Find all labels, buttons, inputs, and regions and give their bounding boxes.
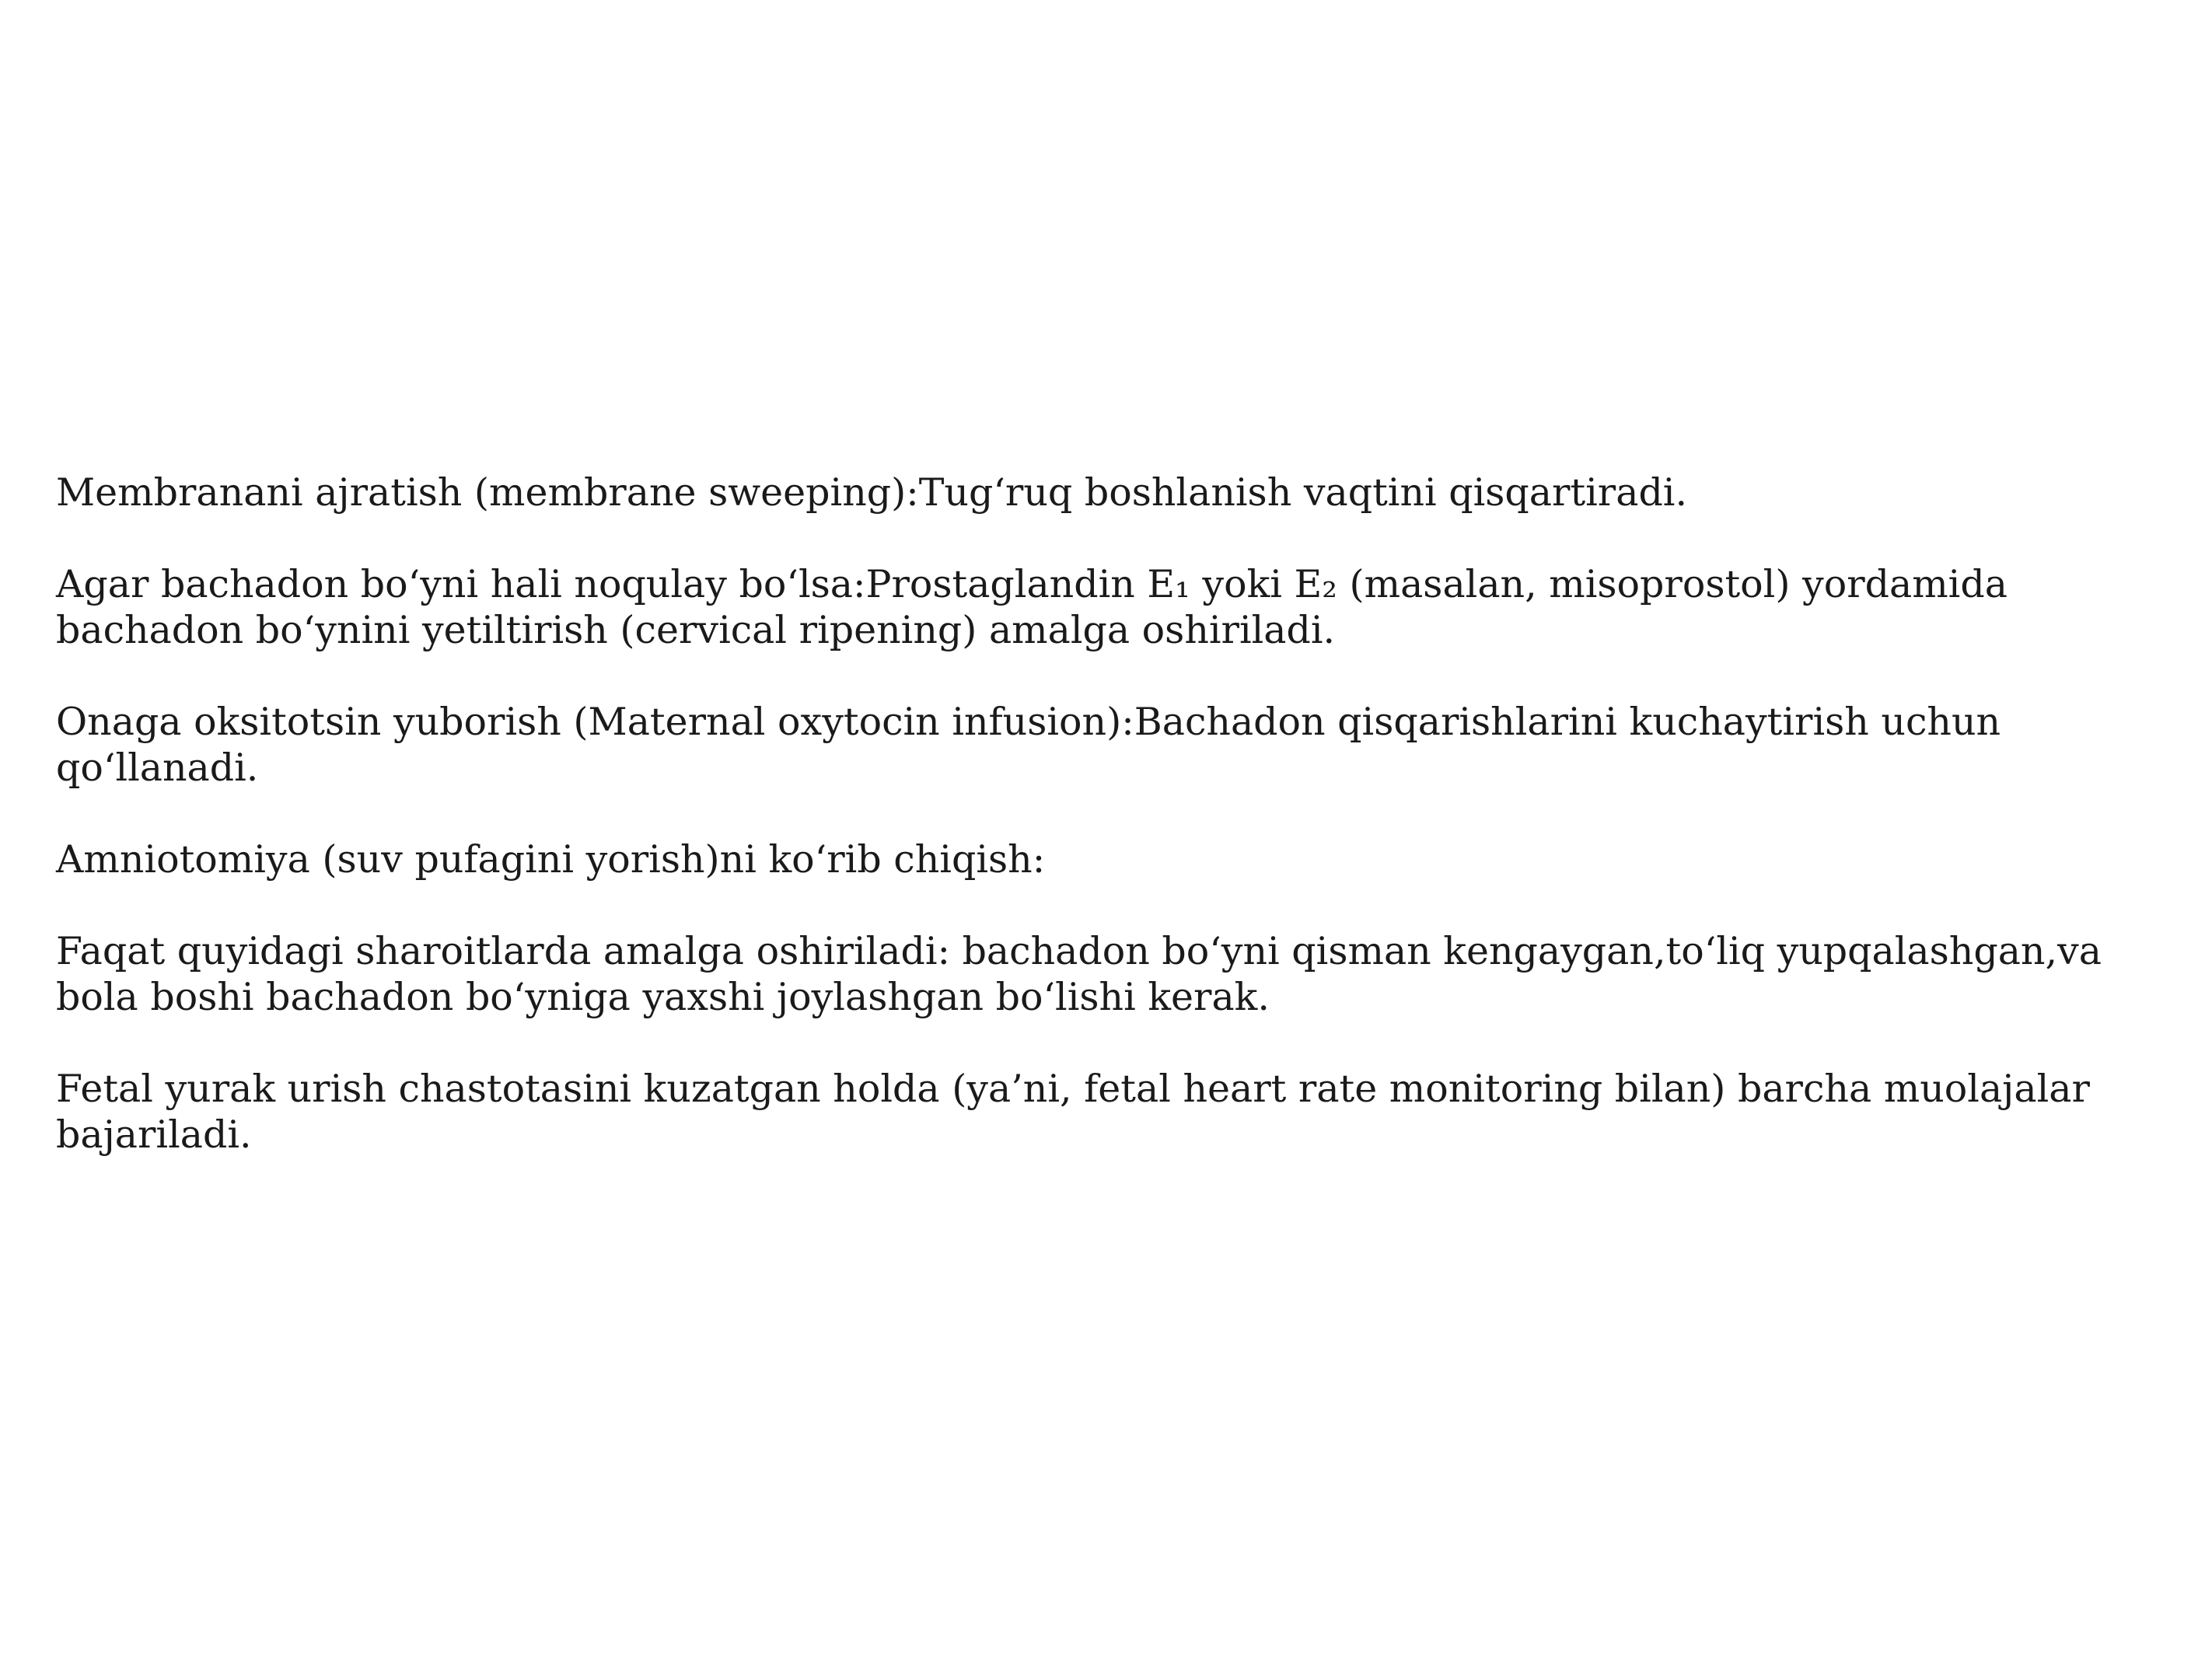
paragraph-amniotomy-heading: Amniotomiya (suv pufagini yorish)ni ko‘rib chiqish: — [56, 837, 1046, 882]
paragraph-oxytocin-infusion: Onaga oksitotsin yuborish (Maternal oxytocin infusion):Bachadon qisqarishlarini kuchaytirish uchun qo‘llanadi. — [56, 700, 2001, 790]
paragraph-cervical-ripening: Agar bachadon bo‘yni hali noqulay bo‘lsa:Prostaglandin E₁ yoki E₂ (masalan, misoprostol) yordamida bachadon bo‘ynini yetiltirish (cervical ripening) amalga oshiriladi. — [56, 562, 2008, 652]
paragraph-amniotomy-conditions: Faqat quyidagi sharoitlarda amalga oshiriladi: bachadon bo‘yni qisman kengaygan,to‘liq yupqalashgan,va bola boshi bachadon bo‘yniga yaxshi joylashgan bo‘lishi kerak. — [56, 929, 2102, 1019]
paragraph-membrane-sweeping: Membranani ajratish (membrane sweeping):Tug‘ruq boshlanish vaqtini qisqartiradi. — [56, 470, 1688, 515]
slide-body — [56, 470, 2155, 1158]
paragraph-fetal-monitoring: Fetal yurak urish chastotasini kuzatgan holda (ya’ni, fetal heart rate monitoring bilan) barcha muolajalar bajariladi. — [56, 1067, 2090, 1157]
